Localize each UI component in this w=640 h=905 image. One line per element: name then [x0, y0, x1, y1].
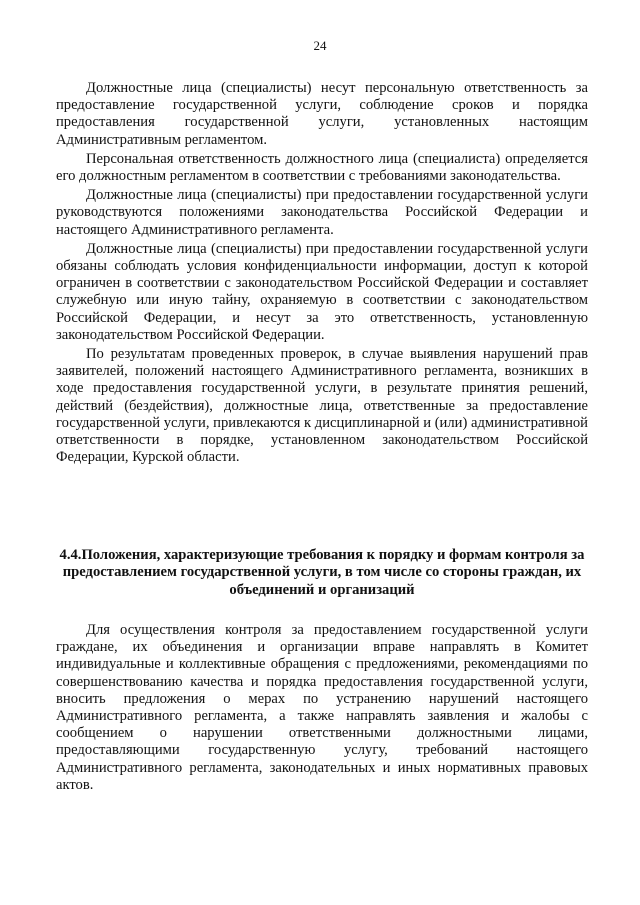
- text-block-citizen-control: [56, 622, 588, 796]
- paragraph: Должностные лица (специалисты) при предоставлении государственной услуги обязаны соблюдать условия конфиденциальности информации, доступ к которой ограничен в соответствии с законодательством Российской Федерации и составляет служебную или иную тайну, охраняемую в соответствии с законодательством Российской Федерации, и несут за это ответственность, установленную законодательством Российской Федерации.: [56, 240, 588, 343]
- section-heading: 4.4.Положения, характеризующие требования к порядку и формам контроля за предоставлением государственной услуги, в том числе со стороны граждан, их объединений и организаций: [59, 547, 585, 598]
- paragraph: Персональная ответственность должностного лица (специалиста) определяется его должностным регламентом в соответствии с требованиями законодательства.: [56, 150, 588, 185]
- paragraph: По результатам проведенных проверок, в случае выявления нарушений прав заявителей, положений настоящего Административного регламента, возникших в ходе предоставления государственной услуги, в результате принятия решений, действий (бездействия), должностные лица, ответственные за предоставление государственной услуги, привлекаются к дисциплинарной и (или) административной ответственности в порядке, установленном законодательством Российской Федерации, Курской области.: [56, 346, 588, 466]
- paragraph: Должностные лица (специалисты) несут персональную ответственность за предоставление государственной услуги, соблюдение сроков и порядка предоставления государственной услуги, установленных настоящим Административным регламентом.: [56, 80, 588, 148]
- text-block-responsibility: [56, 80, 588, 468]
- paragraph: Для осуществления контроля за предоставлением государственной услуги граждане, их объединения и организации вправе направлять в Комитет индивидуальные и коллективные обращения с предложениями, рекомендациями по совершенствованию качества и порядка предоставления государственной услуги, вносить предложения о мерах по устранению нарушений настоящего Административного регламента, а также направлять заявления и жалобы с сообщением о нарушении ответственными должностными лицами, предоставляющими государственную услугу, требований настоящего Административного регламента, законодательных и иных нормативных правовых актов.: [56, 622, 588, 793]
- paragraph: Должностные лица (специалисты) при предоставлении государственной услуги руководствуются положениями законодательства Российской Федерации и настоящего Административного регламента.: [56, 187, 588, 238]
- page-number: 24: [313, 38, 327, 53]
